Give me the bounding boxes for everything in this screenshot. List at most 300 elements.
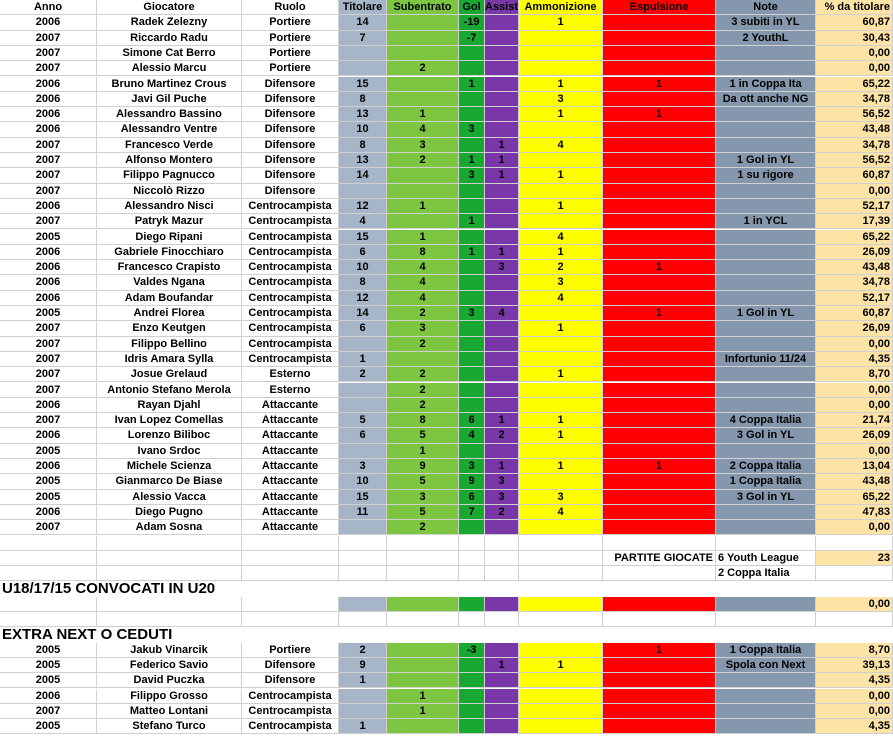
cell-note[interactable]: Da ott anche NG (716, 92, 816, 107)
cell-ass[interactable] (485, 92, 519, 107)
cell-tit[interactable]: 9 (339, 658, 387, 673)
cell-pct[interactable]: 65,22 (816, 230, 893, 245)
cell-ass[interactable] (485, 352, 519, 367)
cell-esp[interactable] (603, 92, 716, 107)
cell-tit[interactable]: 11 (339, 505, 387, 520)
cell-anno[interactable]: 2007 (0, 520, 97, 535)
cell-nome[interactable] (97, 612, 242, 627)
cell-tit[interactable]: 14 (339, 168, 387, 183)
cell-amm[interactable] (519, 337, 603, 352)
cell-tit[interactable]: 6 (339, 428, 387, 443)
cell-nome[interactable]: Diego Pugno (97, 505, 242, 520)
cell-amm[interactable]: 1 (519, 413, 603, 428)
cell-esp[interactable] (603, 61, 716, 76)
cell-ass[interactable] (485, 46, 519, 61)
cell-ruolo[interactable]: Difensore (242, 673, 339, 688)
cell-pct[interactable]: 56,52 (816, 153, 893, 168)
cell-note[interactable] (716, 107, 816, 122)
cell-pct[interactable]: 0,00 (816, 444, 893, 459)
cell-pct[interactable]: 8,70 (816, 643, 893, 658)
cell-tit[interactable]: 1 (339, 673, 387, 688)
cell-tit[interactable]: 15 (339, 77, 387, 92)
cell-sub[interactable]: 2 (387, 337, 459, 352)
cell-note[interactable] (716, 719, 816, 734)
cell-tit[interactable]: 12 (339, 199, 387, 214)
cell-anno[interactable]: 2007 (0, 704, 97, 719)
cell-ass[interactable] (485, 536, 519, 551)
cell-amm[interactable]: 4 (519, 505, 603, 520)
cell-tit[interactable]: 3 (339, 459, 387, 474)
cell-note[interactable] (716, 689, 816, 704)
cell-pct[interactable]: 0,00 (816, 383, 893, 398)
cell-gol[interactable]: 1 (459, 214, 485, 229)
cell-tit[interactable]: 5 (339, 413, 387, 428)
cell-nome[interactable]: Simone Cat Berro (97, 46, 242, 61)
cell-amm[interactable]: 4 (519, 138, 603, 153)
cell-note[interactable] (716, 505, 816, 520)
cell-note[interactable] (716, 597, 816, 612)
header-ammonizione[interactable]: Ammonizione (519, 0, 603, 15)
cell-pct[interactable]: 0,00 (816, 597, 893, 612)
cell-anno[interactable]: 2007 (0, 321, 97, 336)
cell-pct[interactable]: 26,09 (816, 245, 893, 260)
cell-anno[interactable]: 2005 (0, 306, 97, 321)
cell-note[interactable] (716, 337, 816, 352)
cell-ruolo[interactable]: Centrocampista (242, 260, 339, 275)
cell-tit[interactable] (339, 536, 387, 551)
cell-ass[interactable]: 1 (485, 413, 519, 428)
cell-sub[interactable] (387, 566, 459, 581)
cell-sub[interactable]: 2 (387, 306, 459, 321)
cell-gol[interactable] (459, 719, 485, 734)
cell-amm[interactable]: 1 (519, 77, 603, 92)
header-pct[interactable]: % da titolare (816, 0, 893, 15)
cell-tit[interactable]: 4 (339, 214, 387, 229)
cell-ass[interactable] (485, 704, 519, 719)
cell-ass[interactable] (485, 31, 519, 46)
cell-tit[interactable]: 10 (339, 260, 387, 275)
cell-nome[interactable]: Federico Savio (97, 658, 242, 673)
cell-ruolo[interactable]: Portiere (242, 46, 339, 61)
cell-amm[interactable]: 1 (519, 15, 603, 30)
cell-esp[interactable] (603, 321, 716, 336)
cell-nome[interactable]: Filippo Bellino (97, 337, 242, 352)
cell-sub[interactable]: 2 (387, 520, 459, 535)
cell-esp[interactable] (603, 428, 716, 443)
cell-anno[interactable]: 2005 (0, 230, 97, 245)
cell-pct[interactable]: 0,00 (816, 61, 893, 76)
cell-anno[interactable]: 2005 (0, 673, 97, 688)
cell-amm[interactable] (519, 551, 603, 566)
cell-nome[interactable]: Valdes Ngana (97, 275, 242, 290)
cell-esp[interactable]: 1 (603, 306, 716, 321)
cell-note[interactable]: 2 Coppa Italia (716, 459, 816, 474)
cell-nome[interactable] (97, 566, 242, 581)
cell-note[interactable]: 1 Gol in YL (716, 153, 816, 168)
cell-anno[interactable]: 2006 (0, 398, 97, 413)
cell-amm[interactable] (519, 536, 603, 551)
cell-nome[interactable]: Alessio Vacca (97, 490, 242, 505)
cell-note[interactable] (716, 321, 816, 336)
cell-ruolo[interactable]: Difensore (242, 168, 339, 183)
cell-nome[interactable]: Javi Gil Puche (97, 92, 242, 107)
cell-esp[interactable] (603, 122, 716, 137)
cell-ruolo[interactable] (242, 551, 339, 566)
cell-amm[interactable]: 1 (519, 199, 603, 214)
cell-note[interactable] (716, 383, 816, 398)
cell-amm[interactable] (519, 122, 603, 137)
cell-amm[interactable] (519, 398, 603, 413)
cell-sub[interactable]: 4 (387, 275, 459, 290)
cell-ruolo[interactable]: Attaccante (242, 474, 339, 489)
cell-ruolo[interactable]: Centrocampista (242, 321, 339, 336)
cell-sub[interactable] (387, 643, 459, 658)
cell-esp[interactable]: PARTITE GIOCATE (603, 551, 716, 566)
cell-esp[interactable] (603, 230, 716, 245)
cell-tit[interactable] (339, 383, 387, 398)
cell-sub[interactable]: 1 (387, 444, 459, 459)
cell-sub[interactable] (387, 184, 459, 199)
cell-ass[interactable]: 3 (485, 260, 519, 275)
cell-ass[interactable] (485, 199, 519, 214)
cell-gol[interactable]: 3 (459, 168, 485, 183)
cell-ruolo[interactable]: Centrocampista (242, 704, 339, 719)
cell-gol[interactable] (459, 337, 485, 352)
cell-tit[interactable] (339, 612, 387, 627)
cell-pct[interactable]: 4,35 (816, 719, 893, 734)
cell-ruolo[interactable] (242, 597, 339, 612)
cell-gol[interactable]: 9 (459, 474, 485, 489)
cell-gol[interactable]: 6 (459, 490, 485, 505)
cell-nome[interactable]: Andrei Florea (97, 306, 242, 321)
cell-ass[interactable] (485, 321, 519, 336)
cell-anno[interactable]: 2006 (0, 505, 97, 520)
cell-anno[interactable]: 2007 (0, 352, 97, 367)
cell-ruolo[interactable]: Centrocampista (242, 199, 339, 214)
cell-anno[interactable]: 2006 (0, 291, 97, 306)
cell-note[interactable]: 1 in Coppa Ita (716, 77, 816, 92)
cell-ruolo[interactable]: Portiere (242, 643, 339, 658)
cell-gol[interactable]: 3 (459, 122, 485, 137)
cell-gol[interactable] (459, 704, 485, 719)
cell-note[interactable] (716, 184, 816, 199)
cell-anno[interactable]: 2007 (0, 184, 97, 199)
cell-ass[interactable] (485, 184, 519, 199)
cell-tit[interactable]: 1 (339, 719, 387, 734)
cell-tit[interactable]: 1 (339, 352, 387, 367)
cell-tit[interactable] (339, 398, 387, 413)
cell-ruolo[interactable]: Difensore (242, 92, 339, 107)
cell-esp[interactable] (603, 138, 716, 153)
cell-ruolo[interactable]: Attaccante (242, 398, 339, 413)
cell-gol[interactable]: 4 (459, 428, 485, 443)
cell-nome[interactable]: Riccardo Radu (97, 31, 242, 46)
cell-tit[interactable]: 10 (339, 474, 387, 489)
cell-tit[interactable] (339, 61, 387, 76)
cell-ruolo[interactable]: Attaccante (242, 413, 339, 428)
header-gol[interactable]: Gol (459, 0, 485, 15)
cell-tit[interactable]: 2 (339, 643, 387, 658)
cell-gol[interactable] (459, 658, 485, 673)
cell-pct[interactable]: 4,35 (816, 352, 893, 367)
cell-nome[interactable]: Josue Grelaud (97, 367, 242, 382)
cell-anno[interactable]: 2005 (0, 719, 97, 734)
cell-sub[interactable] (387, 673, 459, 688)
cell-ruolo[interactable]: Centrocampista (242, 214, 339, 229)
cell-anno[interactable]: 2005 (0, 643, 97, 658)
cell-anno[interactable]: 2007 (0, 31, 97, 46)
cell-amm[interactable] (519, 474, 603, 489)
cell-ruolo[interactable]: Portiere (242, 61, 339, 76)
cell-gol[interactable]: -7 (459, 31, 485, 46)
cell-note[interactable] (716, 46, 816, 61)
cell-sub[interactable] (387, 15, 459, 30)
cell-gol[interactable] (459, 321, 485, 336)
cell-pct[interactable]: 60,87 (816, 168, 893, 183)
cell-anno[interactable] (0, 536, 97, 551)
cell-nome[interactable]: Filippo Pagnucco (97, 168, 242, 183)
cell-ass[interactable] (485, 367, 519, 382)
cell-anno[interactable]: 2007 (0, 46, 97, 61)
cell-esp[interactable] (603, 444, 716, 459)
cell-esp[interactable]: 1 (603, 643, 716, 658)
cell-esp[interactable] (603, 214, 716, 229)
cell-tit[interactable] (339, 704, 387, 719)
cell-gol[interactable] (459, 673, 485, 688)
cell-ass[interactable] (485, 275, 519, 290)
cell-esp[interactable]: 1 (603, 77, 716, 92)
cell-sub[interactable]: 2 (387, 367, 459, 382)
cell-note[interactable]: 1 su rigore (716, 168, 816, 183)
cell-note[interactable]: 1 Gol in YL (716, 306, 816, 321)
cell-esp[interactable] (603, 337, 716, 352)
cell-ass[interactable] (485, 15, 519, 30)
cell-ass[interactable] (485, 291, 519, 306)
cell-note[interactable]: 2 YouthL (716, 31, 816, 46)
cell-amm[interactable]: 3 (519, 490, 603, 505)
cell-nome[interactable]: Niccolò Rizzo (97, 184, 242, 199)
cell-anno[interactable]: 2005 (0, 658, 97, 673)
cell-note[interactable] (716, 275, 816, 290)
header-note[interactable]: Note (716, 0, 816, 15)
cell-ass[interactable] (485, 383, 519, 398)
cell-note[interactable]: Spola con Next (716, 658, 816, 673)
cell-note[interactable] (716, 398, 816, 413)
cell-ass[interactable] (485, 689, 519, 704)
header-anno[interactable]: Anno (0, 0, 97, 15)
cell-ruolo[interactable]: Portiere (242, 31, 339, 46)
cell-tit[interactable] (339, 444, 387, 459)
cell-sub[interactable]: 8 (387, 413, 459, 428)
cell-sub[interactable]: 9 (387, 459, 459, 474)
cell-esp[interactable] (603, 398, 716, 413)
cell-ass[interactable] (485, 337, 519, 352)
cell-amm[interactable]: 4 (519, 230, 603, 245)
cell-esp[interactable] (603, 520, 716, 535)
cell-nome[interactable]: Antonio Stefano Merola (97, 383, 242, 398)
header-giocatore[interactable]: Giocatore (97, 0, 242, 15)
cell-ruolo[interactable]: Difensore (242, 153, 339, 168)
cell-amm[interactable] (519, 566, 603, 581)
cell-sub[interactable]: 4 (387, 291, 459, 306)
cell-ass[interactable] (485, 673, 519, 688)
cell-gol[interactable]: 6 (459, 413, 485, 428)
cell-ass[interactable] (485, 122, 519, 137)
cell-gol[interactable] (459, 597, 485, 612)
cell-ruolo[interactable]: Difensore (242, 184, 339, 199)
cell-anno[interactable]: 2006 (0, 260, 97, 275)
cell-pct[interactable]: 4,35 (816, 673, 893, 688)
cell-note[interactable]: 3 subiti in YL (716, 15, 816, 30)
cell-ass[interactable] (485, 214, 519, 229)
cell-pct[interactable]: 65,22 (816, 490, 893, 505)
cell-pct[interactable]: 43,48 (816, 260, 893, 275)
cell-anno[interactable]: 2007 (0, 153, 97, 168)
cell-anno[interactable]: 2007 (0, 413, 97, 428)
cell-gol[interactable]: 1 (459, 153, 485, 168)
cell-ass[interactable]: 2 (485, 428, 519, 443)
cell-sub[interactable]: 5 (387, 474, 459, 489)
cell-nome[interactable]: Alessandro Nisci (97, 199, 242, 214)
cell-note[interactable] (716, 367, 816, 382)
cell-ruolo[interactable]: Difensore (242, 77, 339, 92)
cell-anno[interactable]: 2006 (0, 245, 97, 260)
cell-gol[interactable] (459, 352, 485, 367)
cell-ruolo[interactable]: Attaccante (242, 520, 339, 535)
header-subentrato[interactable]: Subentrato (387, 0, 459, 15)
cell-note[interactable] (716, 520, 816, 535)
cell-nome[interactable]: Gabriele Finocchiaro (97, 245, 242, 260)
cell-nome[interactable]: Jakub Vinarcik (97, 643, 242, 658)
cell-esp[interactable]: 1 (603, 459, 716, 474)
cell-nome[interactable]: Michele Scienza (97, 459, 242, 474)
cell-gol[interactable] (459, 612, 485, 627)
cell-nome[interactable]: Stefano Turco (97, 719, 242, 734)
cell-amm[interactable]: 3 (519, 92, 603, 107)
cell-ass[interactable]: 1 (485, 168, 519, 183)
cell-esp[interactable] (603, 168, 716, 183)
cell-esp[interactable] (603, 536, 716, 551)
cell-anno[interactable]: 2006 (0, 122, 97, 137)
cell-anno[interactable]: 2007 (0, 138, 97, 153)
cell-note[interactable] (716, 704, 816, 719)
cell-sub[interactable]: 2 (387, 383, 459, 398)
cell-ass[interactable]: 1 (485, 153, 519, 168)
cell-sub[interactable] (387, 536, 459, 551)
cell-ass[interactable]: 3 (485, 474, 519, 489)
cell-pct[interactable]: 0,00 (816, 520, 893, 535)
cell-pct[interactable] (816, 536, 893, 551)
cell-nome[interactable]: Adam Sosna (97, 520, 242, 535)
cell-esp[interactable] (603, 184, 716, 199)
cell-ass[interactable] (485, 444, 519, 459)
cell-pct[interactable]: 23 (816, 551, 893, 566)
cell-nome[interactable]: Diego Ripani (97, 230, 242, 245)
cell-sub[interactable] (387, 92, 459, 107)
cell-nome[interactable]: Francesco Crapisto (97, 260, 242, 275)
cell-ass[interactable]: 4 (485, 306, 519, 321)
cell-tit[interactable]: 12 (339, 291, 387, 306)
cell-sub[interactable]: 4 (387, 122, 459, 137)
cell-pct[interactable]: 0,00 (816, 398, 893, 413)
cell-ass[interactable]: 3 (485, 490, 519, 505)
cell-tit[interactable]: 13 (339, 107, 387, 122)
cell-ass[interactable] (485, 612, 519, 627)
cell-ruolo[interactable]: Centrocampista (242, 337, 339, 352)
cell-gol[interactable] (459, 536, 485, 551)
cell-ass[interactable] (485, 398, 519, 413)
cell-sub[interactable]: 3 (387, 490, 459, 505)
header-espulsione[interactable]: Espulsione (603, 0, 716, 15)
cell-amm[interactable]: 1 (519, 367, 603, 382)
cell-sub[interactable]: 1 (387, 107, 459, 122)
cell-esp[interactable] (603, 383, 716, 398)
cell-ruolo[interactable]: Attaccante (242, 444, 339, 459)
cell-pct[interactable]: 43,48 (816, 474, 893, 489)
cell-gol[interactable] (459, 46, 485, 61)
cell-amm[interactable]: 1 (519, 658, 603, 673)
cell-esp[interactable] (603, 704, 716, 719)
cell-gol[interactable] (459, 367, 485, 382)
cell-amm[interactable]: 1 (519, 107, 603, 122)
cell-nome[interactable]: Filippo Grosso (97, 689, 242, 704)
cell-ass[interactable] (485, 643, 519, 658)
cell-ruolo[interactable]: Centrocampista (242, 275, 339, 290)
cell-tit[interactable]: 8 (339, 275, 387, 290)
cell-note[interactable]: 4 Coppa Italia (716, 413, 816, 428)
cell-amm[interactable]: 1 (519, 321, 603, 336)
cell-amm[interactable] (519, 704, 603, 719)
cell-amm[interactable]: 1 (519, 428, 603, 443)
cell-pct[interactable]: 0,00 (816, 337, 893, 352)
cell-note[interactable]: Infortunio 11/24 (716, 352, 816, 367)
cell-amm[interactable] (519, 643, 603, 658)
cell-esp[interactable] (603, 505, 716, 520)
cell-gol[interactable] (459, 275, 485, 290)
cell-pct[interactable]: 0,00 (816, 184, 893, 199)
cell-ruolo[interactable]: Centrocampista (242, 291, 339, 306)
cell-amm[interactable] (519, 719, 603, 734)
cell-tit[interactable]: 2 (339, 367, 387, 382)
cell-note[interactable]: 1 Coppa Italia (716, 643, 816, 658)
cell-sub[interactable]: 1 (387, 230, 459, 245)
cell-gol[interactable]: 1 (459, 77, 485, 92)
cell-amm[interactable] (519, 520, 603, 535)
cell-gol[interactable] (459, 566, 485, 581)
cell-tit[interactable] (339, 597, 387, 612)
cell-esp[interactable] (603, 490, 716, 505)
cell-anno[interactable] (0, 612, 97, 627)
cell-pct[interactable]: 0,00 (816, 46, 893, 61)
cell-nome[interactable]: Radek Zelezny (97, 15, 242, 30)
cell-tit[interactable]: 6 (339, 245, 387, 260)
cell-tit[interactable]: 15 (339, 230, 387, 245)
cell-esp[interactable]: 1 (603, 260, 716, 275)
cell-anno[interactable]: 2006 (0, 689, 97, 704)
cell-ruolo[interactable]: Centrocampista (242, 306, 339, 321)
cell-note[interactable] (716, 612, 816, 627)
cell-esp[interactable] (603, 352, 716, 367)
cell-amm[interactable] (519, 612, 603, 627)
cell-ass[interactable] (485, 61, 519, 76)
cell-nome[interactable]: Idris Amara Sylla (97, 352, 242, 367)
cell-note[interactable]: 1 in YCL (716, 214, 816, 229)
cell-ass[interactable]: 2 (485, 505, 519, 520)
cell-gol[interactable]: -3 (459, 643, 485, 658)
cell-ass[interactable]: 1 (485, 138, 519, 153)
cell-gol[interactable]: 3 (459, 306, 485, 321)
cell-nome[interactable]: Alessio Marcu (97, 61, 242, 76)
